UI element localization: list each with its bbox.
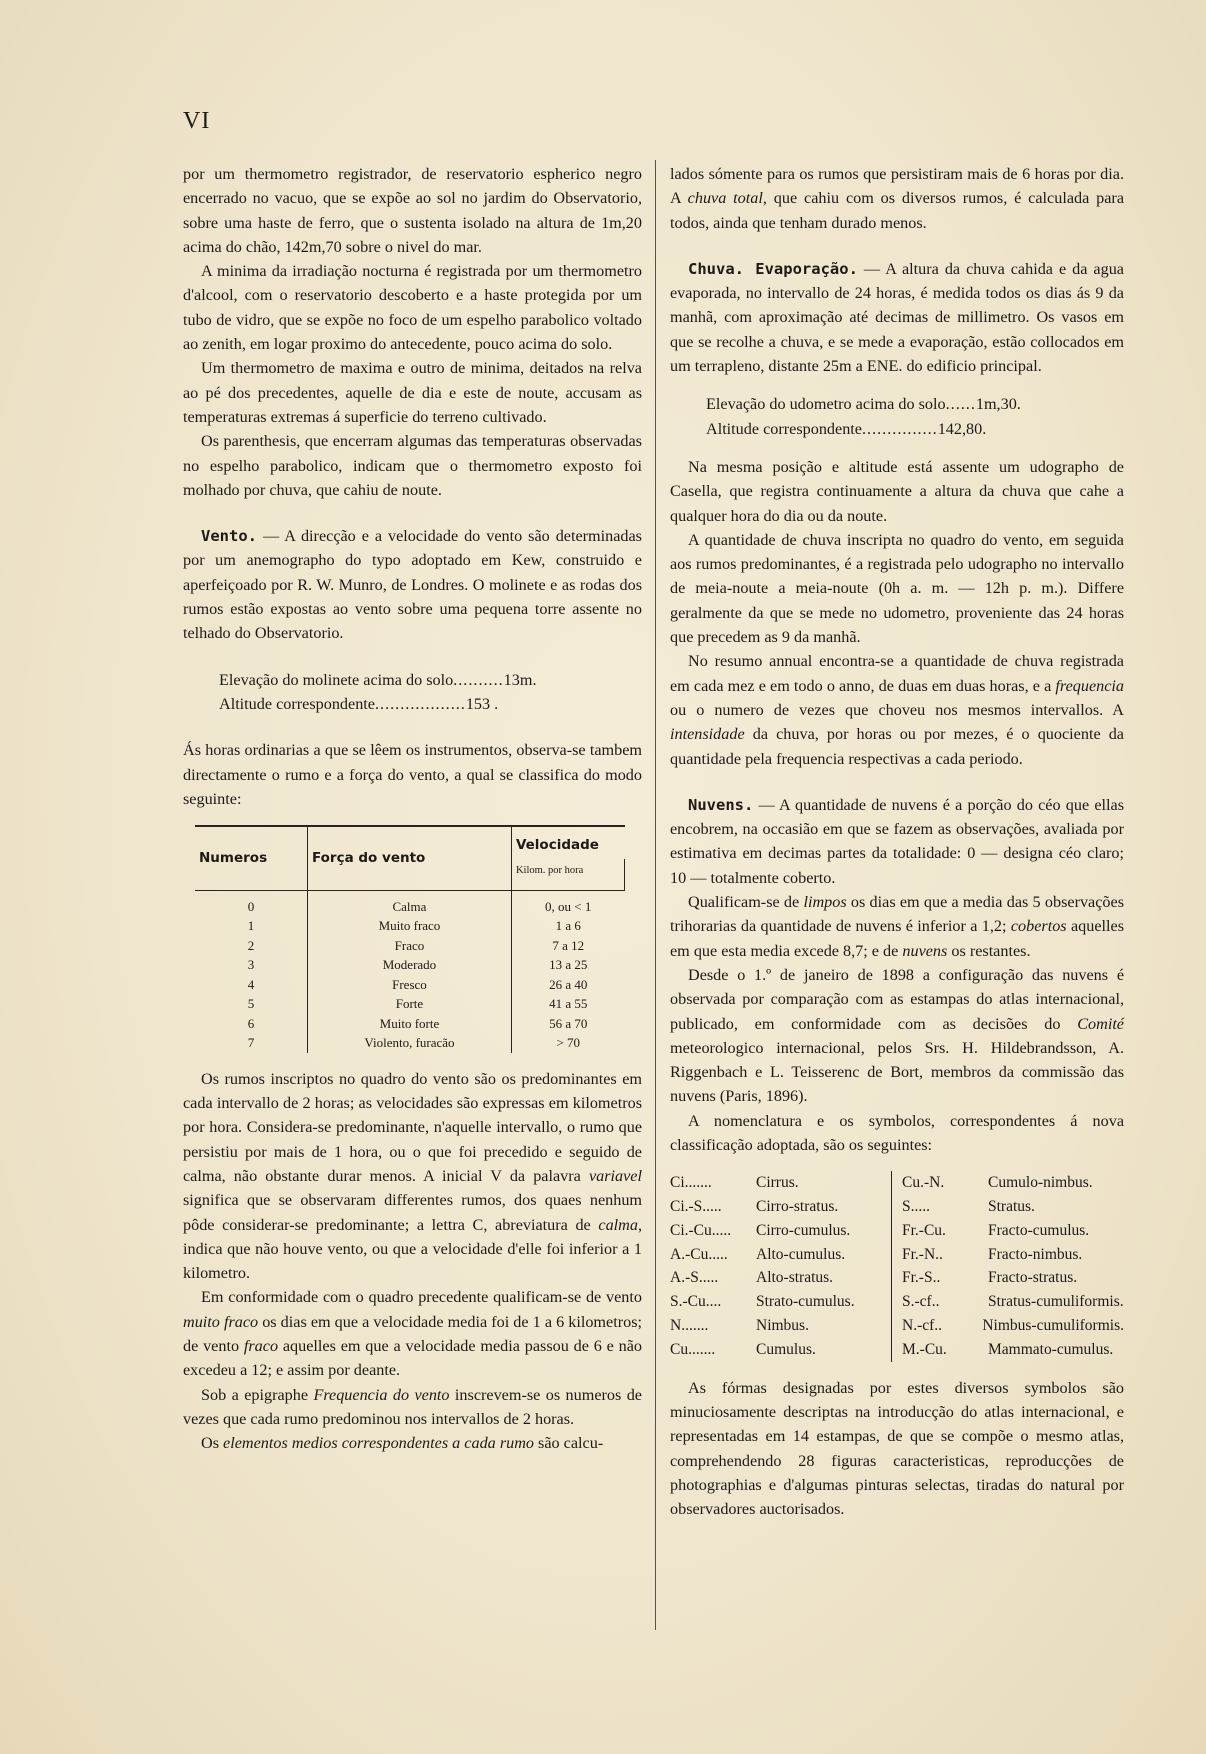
section-heading: Nuvens.: [688, 795, 754, 814]
paragraph: Desde o 1.º de janeiro de 1898 a configuração das nuvens é observada por comparação com as estampas do atlas internacional, publicado, em conformidade com as decisões do Comité meteorologico internacional, pelos Srs. H. Hildebrandsson, A. Riggenbach e L. Teisserenc de Bort, membros da commissão das nuvens (Paris, 1896).: [670, 965, 1124, 1106]
paragraph: Em conformidade com o quadro precedente qualificam-se de vento muito fraco os dias em que a velocidade media foi de 1 a 6 kilometros; de vento fraco aquelles em que a velocidade media passou de 6 e não excedeu a 12; e assim por deante.: [183, 1288, 642, 1380]
cloud-symbol-row: [670, 1266, 891, 1290]
cloud-symbol: Ci.-Cu.....: [670, 1221, 732, 1239]
cloud-symbol: Ci.......: [670, 1174, 712, 1192]
cloud-symbol: Fr.-N..: [902, 1245, 943, 1263]
udometro-altitude: Altitude correspondente ............... 142,80.: [706, 419, 987, 438]
table-cell: Violento, furacão: [307, 1033, 511, 1053]
table-cell: 7 a 12: [552, 937, 585, 953]
table-row: [195, 1033, 625, 1053]
paragraph: A quantidade de chuva inscripta no quadro do vento, em seguida aos rumos predominantes, é a registrada pelo udographo no intervallo de meia-noute a meia-noute (0h a. m. — 12h p. m.). Differe geralmente da que se mede no udometro, proveniente das 24 horas que precedem as 9 da manhã.: [670, 530, 1124, 647]
wind-force-table: [195, 825, 625, 1053]
cloud-symbol-row: [670, 1314, 891, 1338]
cloud-name: Fracto-stratus.: [988, 1269, 1078, 1287]
cloud-symbol: N.-cf..: [902, 1317, 943, 1335]
cloud-name: Cirro-cumulus.: [756, 1221, 851, 1239]
table-row: [195, 994, 625, 1014]
cloud-symbol-row: [902, 1171, 1124, 1195]
cloud-symbol-row: [670, 1171, 891, 1195]
table-row: [195, 1014, 625, 1034]
table-header-numeros: Numeros: [195, 826, 307, 890]
table-cell: Forte: [307, 994, 511, 1014]
cloud-name: Strato-cumulus.: [756, 1293, 855, 1311]
cloud-name: Nimbus.: [756, 1317, 809, 1335]
paragraph: Os elementos medios correspondentes a cada rumo são calcu-: [201, 1434, 604, 1453]
paragraph: Na mesma posição e altitude está assente um udographo de Casella, que registra continuamente a altura da chuva que cahe a qualquer hora do dia ou da noute.: [670, 457, 1124, 525]
page-number: VI: [183, 108, 211, 134]
table-cell: 2: [195, 936, 307, 956]
paragraph: Qualificam-se de limpos os dias em que a media das 5 observações trihorarias da quantidade de nuvens é inferior a 1,2; cobertos aquelles em que esta media excede 8,7; e de nuvens os restantes.: [670, 893, 1124, 960]
table-row: [195, 955, 625, 975]
paragraph: Sob a epigraphe Frequencia do vento inscrevem-se os numeros de vezes que cada rumo predominou nos intervallos de 2 horas.: [183, 1385, 642, 1428]
cloud-name: Fracto-nimbus.: [988, 1245, 1083, 1263]
paragraph: A minima da irradiação nocturna é registrada por um thermometro d'alcool, com o reservatorio descoberto e a haste protegida por um tubo de vidro, que se expõe no foco de um espelho parabolico voltado ao zenith, em logar proximo do antecedente, pouco acima do solo.: [183, 262, 642, 354]
section-nuvens: Nuvens. — A quantidade de nuvens é a porção do céo que ellas encobrem, na occasião em que se fazem as observações, avaliada por estimativa em decimas partes da totalidade: 0 — designa céo claro; 10 — totalmente coberto.: [670, 795, 1124, 887]
table-cell: 5: [195, 994, 307, 1014]
cloud-name: Cumulo-nimbus.: [988, 1174, 1093, 1192]
cloud-symbol: Cu.......: [670, 1340, 716, 1358]
cloud-name: Fracto-cumulus.: [988, 1221, 1090, 1239]
table-cell: 13 a 25: [549, 957, 588, 973]
paragraph: Ás horas ordinarias a que se lêem os instrumentos, observa-se tambem directamente o rumo e a força do vento, a qual se classifica do modo seguinte:: [183, 741, 642, 808]
table-cell: 1: [195, 916, 307, 936]
cloud-name: Stratus-cumuliformis.: [988, 1293, 1124, 1311]
paragraph: Um thermometro de maxima e outro de minima, deitados na relva ao pé dos precedentes, aquelle de dia e este de noute, accusam as temperaturas extremas á superficie do terreno cultivado.: [183, 359, 642, 426]
table-cell: 26 a 40: [549, 976, 588, 992]
table-cell: 1 a 6: [555, 918, 581, 934]
cloud-name: Stratus.: [988, 1198, 1035, 1216]
table-row: [195, 936, 625, 956]
table-cell: 0: [195, 890, 307, 916]
cloud-symbol-row: [670, 1290, 891, 1314]
table-cell: 4: [195, 975, 307, 995]
cloud-symbol-row: [670, 1219, 891, 1243]
paragraph: Os parenthesis, que encerram algumas das temperaturas observadas no espelho parabolico, indicam que o thermometro exposto foi molhado por chuva, que cahiu de noute.: [183, 432, 642, 499]
cloud-symbol: Fr.-S..: [902, 1269, 941, 1287]
table-cell: 41 a 55: [549, 996, 588, 1012]
table-header-units: Kilom. por hora: [511, 859, 624, 890]
table-cell: Calma: [307, 890, 511, 916]
cloud-symbol-row: [902, 1266, 1124, 1290]
left-column: [183, 162, 642, 1455]
right-column: [670, 162, 1124, 1521]
table-cell: Muito forte: [307, 1014, 511, 1034]
table-cell: 7: [195, 1033, 307, 1053]
paragraph: Os rumos inscriptos no quadro do vento são os predominantes em cada intervallo de 2 horas; as velocidades são expressas em kilometros por hora. Considera-se predominante, n'aquelle intervallo, o rumo que persistiu por mais de 1 hora, ou o que foi precedido e seguido de calma, não obstante durar menos. A inicial V da palavra variavel significa que se observaram differentes rumos, dos quaes nenhum pôde considerar-se predominante; a lettra C, abreviatura de calma, indica que não houve vento, ou que a velocidade d'elle foi inferior a 1 kilometro.: [183, 1069, 642, 1283]
cloud-symbol-row: [902, 1243, 1124, 1267]
cloud-name: Cirro-stratus.: [756, 1198, 839, 1216]
cloud-symbol: S.-Cu....: [670, 1293, 722, 1311]
cloud-symbol: N.......: [670, 1317, 709, 1335]
paragraph: por um thermometro registrador, de reservatorio espherico negro encerrado no vacuo, que se expõe ao sol no jardim do Observatorio, sobre uma haste de ferro, que o sustenta isolado na altura de 1m,20 acima do chão, 142m,70 sobre o nivel do mar.: [183, 165, 642, 256]
cloud-name: Mammato-cumulus.: [988, 1340, 1114, 1358]
paragraph: No resumo annual encontra-se a quantidade de chuva registrada em cada mez e em todo o anno, de duas em duas horas, e a frequencia ou o numero de vezes que choveu nos mesmos intervallos. A intensidade da chuva, por horas ou por mezes, é o quociente da quantidade pela frequencia respectivas a cada periodo.: [670, 652, 1124, 768]
section-vento: Vento. — A direcção e a velocidade do vento são determinadas por um anemographo do typo adoptado em Kew, construido e aperfeiçoado por R. W. Munro, de Londres. O molinete e as rodas dos rumos estão expostas ao vento sobre uma pequena torre assente no telhado do Observatorio.: [183, 527, 642, 643]
cloud-symbol-row: [902, 1338, 1124, 1362]
section-heading: Chuva. Evaporação.: [688, 259, 858, 278]
cloud-list-left: [670, 1171, 891, 1361]
table-cell: Fraco: [307, 936, 511, 956]
table-cell: > 70: [556, 1035, 581, 1051]
cloud-symbol: M.-Cu.: [902, 1340, 947, 1358]
cloud-list-right: [891, 1171, 1124, 1361]
table-row: [195, 916, 625, 936]
cloud-symbol-list: [670, 1171, 1124, 1361]
cloud-name: Alto-stratus.: [756, 1269, 834, 1287]
table-cell: 56 a 70: [549, 1015, 588, 1031]
section-heading: Vento.: [201, 527, 257, 546]
table-cell: Muito fraco: [307, 916, 511, 936]
cloud-symbol: A.-Cu.....: [670, 1245, 728, 1263]
cloud-symbol-row: [902, 1219, 1124, 1243]
table-header-velocidade: Velocidade: [511, 826, 624, 859]
cloud-symbol: A.-S.....: [670, 1269, 719, 1287]
molinete-altitude: Altitude correspondente .................. 153 .: [219, 694, 499, 713]
cloud-symbol-row: [902, 1314, 1124, 1338]
table-row: [195, 975, 625, 995]
table-cell: 0, ou < 1: [545, 898, 592, 914]
cloud-symbol: S.....: [902, 1198, 930, 1216]
cloud-symbol-row: [670, 1243, 891, 1267]
cloud-name: Cumulus.: [756, 1340, 816, 1358]
table-header-forca: Força do vento: [307, 826, 511, 890]
cloud-symbol: S.-cf..: [902, 1293, 940, 1311]
column-divider: [655, 160, 656, 1630]
table-cell: Fresco: [307, 975, 511, 995]
table-cell: 3: [195, 955, 307, 975]
molinete-elevation: Elevação do molinete acima do solo .......... 13m.: [219, 670, 537, 689]
cloud-symbol: Cu.-N.: [902, 1174, 945, 1192]
cloud-symbol-row: [902, 1290, 1124, 1314]
table-cell: Moderado: [307, 955, 511, 975]
cloud-symbol-row: [670, 1195, 891, 1219]
table-cell: 6: [195, 1014, 307, 1034]
table-row: [195, 890, 625, 916]
section-chuva: Chuva. Evaporação. — A altura da chuva cahida e da agua evaporada, no intervallo de 24 horas, é medida todos os dias ás 9 da manhã, com aproximação até decimas de millimetro. Os vasos em que se recolhe a chuva, e se mede a evaporação, estão collocados em um terrapleno, distante 25m a ENE. do edificio principal.: [670, 259, 1124, 376]
paragraph: As fórmas designadas por estes diversos symbolos são minuciosamente descriptas na introducção do atlas internacional, e representadas em 14 estampas, de que se compõe o mesmo atlas, comprehendendo 28 figuras caracteristicas, reproducções de photographias e d'algumas pinturas selectas, tiradas do natural por observadores auctorisados.: [670, 1378, 1124, 1519]
cloud-name: Cirrus.: [756, 1174, 799, 1192]
udometro-elevation: Elevação do udometro acima do solo ...... 1m,30.: [706, 395, 1021, 414]
paragraph: lados sómente para os rumos que persistiram mais de 6 horas por dia. A chuva total, que cahiu com os diversos rumos, é calculada para todos, ainda que tenham durado menos.: [670, 165, 1124, 232]
cloud-symbol: Ci.-S.....: [670, 1198, 722, 1216]
cloud-symbol-row: [902, 1195, 1124, 1219]
paragraph: A nomenclatura e os symbolos, correspondentes á nova classificação adoptada, são os seguintes:: [670, 1111, 1124, 1154]
cloud-symbol: Fr.-Cu.: [902, 1221, 946, 1239]
cloud-name: Alto-cumulus.: [756, 1245, 846, 1263]
cloud-symbol-row: [670, 1338, 891, 1362]
cloud-name: Nimbus-cumuliformis.: [982, 1317, 1124, 1335]
